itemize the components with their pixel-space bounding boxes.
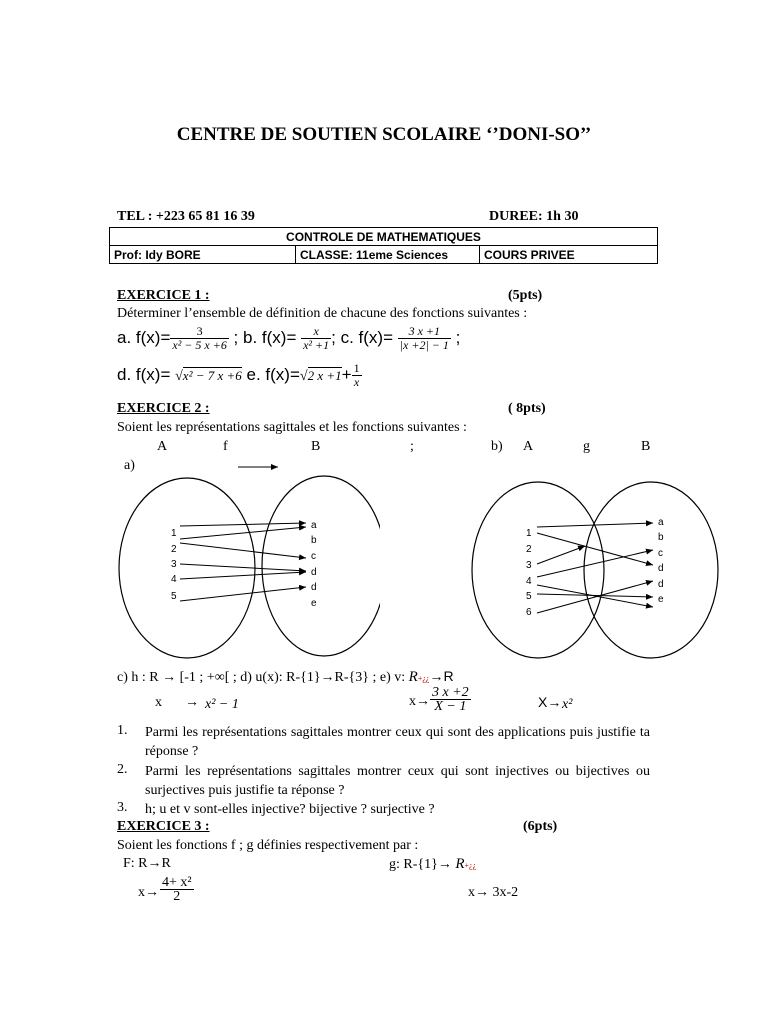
sqrt-symbol: √: [175, 368, 183, 384]
v-mapping-expression: x²: [562, 697, 573, 712]
func-a-den: x² − 5 x +6: [172, 338, 227, 352]
teacher-cell: Prof: Idy BORE: [110, 246, 296, 264]
element-label: b: [658, 532, 664, 543]
f-definition: F: R→R: [123, 856, 171, 871]
mapping-arrow: [180, 587, 306, 601]
v-mapping-arrow: X→: [538, 694, 562, 710]
exercise3-heading: EXERCICE 3 :: [117, 819, 210, 834]
mapping-arrow: [180, 572, 306, 579]
v-codomain: →R: [429, 668, 454, 684]
mapping-arrow: [180, 564, 306, 571]
diagram-a-set-a-label: A: [157, 439, 168, 454]
element-label: 4: [526, 576, 532, 587]
element-label: 3: [171, 559, 177, 570]
diagram-a-label: a): [124, 458, 135, 473]
func-e-num: 1: [353, 361, 360, 375]
h-mapping-arrow: →: [185, 695, 199, 710]
v-domain-set: R: [408, 669, 418, 685]
element-label: e: [311, 598, 317, 609]
set-a-ellipse: [119, 478, 255, 658]
question-text: h; u et v sont-elles injective? bijective ? surjective ?: [145, 802, 435, 817]
f-mapping-arrow: x→: [138, 885, 159, 900]
element-label: a: [311, 520, 317, 531]
exercise3-instruction: Soient les fonctions f ; g définies respectivement par :: [117, 838, 419, 853]
h-mapping-expression: x² − 1: [205, 697, 239, 712]
func-a-prefix: a. f(x)=: [117, 327, 171, 347]
func-c-fraction: [398, 325, 451, 352]
element-label: 3: [526, 560, 532, 571]
element-label: e: [658, 594, 664, 605]
exercise3-points: (6pts): [523, 819, 558, 834]
g-definition: [389, 856, 476, 873]
element-label: d: [311, 582, 317, 593]
element-label: 1: [526, 528, 532, 539]
element-label: d: [658, 563, 664, 574]
func-b-prefix: ; b. f(x)=: [228, 327, 302, 347]
f-num: 4+ x²: [162, 875, 192, 890]
element-label: d: [311, 567, 317, 578]
exercise1-heading: EXERCICE 1 :: [117, 288, 210, 303]
exercise1-line2: [117, 362, 362, 389]
separator: ;: [410, 439, 414, 454]
question-number: 2.: [117, 762, 128, 777]
diagram-b-set-b-label: B: [641, 439, 651, 454]
element-label: c: [658, 548, 663, 559]
page-title: CENTRE DE SOUTIEN SCOLAIRE ‘’DONI-SO’’: [176, 124, 592, 145]
func-c-prefix: ; c. f(x)=: [331, 327, 398, 347]
func-e-radicand: 2 x +1: [307, 367, 342, 383]
element-label: 5: [171, 591, 177, 602]
course-cell: COURS PRIVEE: [480, 246, 658, 264]
question-text: Parmi les représentations sagittales montrer ceux qui sont injectives ou bijectives ou surjectives puis justifie ta réponse ?: [145, 764, 650, 798]
mapping-arrow: [180, 523, 306, 526]
set-b-ellipse: [262, 476, 380, 656]
functions-line: [117, 668, 454, 686]
element-label: d: [658, 579, 664, 590]
element-label: 1: [171, 528, 177, 539]
u-mapping-fraction: [430, 686, 471, 713]
mapping-arrow: [180, 527, 306, 539]
u-den: X − 1: [430, 699, 471, 713]
func-b-den: x² +1: [303, 338, 330, 352]
v-domain-subscript: +¿¿: [417, 674, 430, 683]
func-e-den: x: [352, 375, 362, 389]
question-text: Parmi les représentations sagittales montrer ceux qui sont des applications puis justifie ta réponse ?: [145, 725, 650, 759]
sagittal-diagram-b: [465, 470, 735, 685]
element-label: 2: [526, 544, 532, 555]
diagram-b-function-label: g: [583, 439, 590, 454]
func-d-radicand: x² − 7 x +6: [182, 367, 242, 383]
func-c-den: |x +2| − 1: [399, 338, 449, 352]
info-table: [109, 227, 658, 264]
exercise2-points: ( 8pts): [508, 401, 546, 416]
exercise1-points: (5pts): [508, 288, 543, 303]
g-domain: g: R-{1}→: [389, 857, 456, 872]
exam-title: CONTROLE DE MATHEMATIQUES: [110, 228, 658, 246]
element-label: b: [311, 535, 317, 546]
func-a-fraction: [170, 325, 228, 352]
element-label: c: [311, 551, 316, 562]
exercise1-instruction: Déterminer l’ensemble de définition de chacune des fonctions suivantes :: [117, 306, 528, 321]
mapping-arrow: [537, 546, 585, 564]
diagram-a-function-label: f: [223, 439, 228, 454]
duration: DUREE: 1h 30: [489, 209, 579, 224]
g-mapping: x→ 3x-2: [468, 885, 519, 900]
sagittal-diagram-a: [110, 455, 380, 675]
u-num: 3 x +2: [432, 685, 469, 700]
exercise1-line1: [117, 325, 460, 352]
diagram-b-set-a-label: A: [523, 439, 534, 454]
element-label: 5: [526, 591, 532, 602]
u-mapping-arrow: x→: [409, 694, 430, 709]
exercise2-instruction: Soient les représentations sagittales et les fonctions suivantes :: [117, 420, 467, 435]
phone-number: TEL : +223 65 81 16 39: [117, 209, 255, 224]
func-d-prefix: d. f(x)=: [117, 364, 176, 384]
f-mapping-fraction: [160, 876, 194, 903]
mapping-arrow: [537, 533, 653, 565]
g-codomain-subscript: +¿¿: [464, 861, 477, 870]
diagram-b-label: b): [491, 439, 503, 454]
func-e-fraction: [352, 362, 362, 389]
h-mapping-x: x: [155, 695, 162, 710]
func-e-plus: +: [341, 364, 352, 384]
func-a-num: 3: [196, 324, 203, 338]
func-c-suffix: ;: [450, 327, 461, 347]
exercise2-heading: EXERCICE 2 :: [117, 401, 210, 416]
question-number: 3.: [117, 800, 128, 815]
element-label: 4: [171, 574, 177, 585]
func-b-num: x: [313, 324, 319, 338]
element-label: 2: [171, 544, 177, 555]
func-b-fraction: [301, 325, 331, 352]
element-label: 6: [526, 607, 532, 618]
func-c-num: 3 x +1: [408, 324, 441, 338]
sqrt-symbol: √: [299, 368, 308, 384]
diagram-a-set-b-label: B: [311, 439, 321, 454]
mapping-arrow: [537, 550, 653, 577]
class-cell: CLASSE: 11eme Sciences: [296, 246, 480, 264]
question-number: 1.: [117, 723, 128, 738]
g-codomain-set: R: [455, 856, 465, 872]
functions-definitions: c) h : R → [-1 ; +∞[ ; d) u(x): R-{1}→R-{3} ; e) v:: [117, 670, 409, 685]
element-label: a: [658, 517, 664, 528]
f-den: 2: [160, 889, 194, 903]
func-e-prefix: e. f(x)=: [241, 364, 300, 384]
mapping-arrow: [180, 543, 306, 558]
